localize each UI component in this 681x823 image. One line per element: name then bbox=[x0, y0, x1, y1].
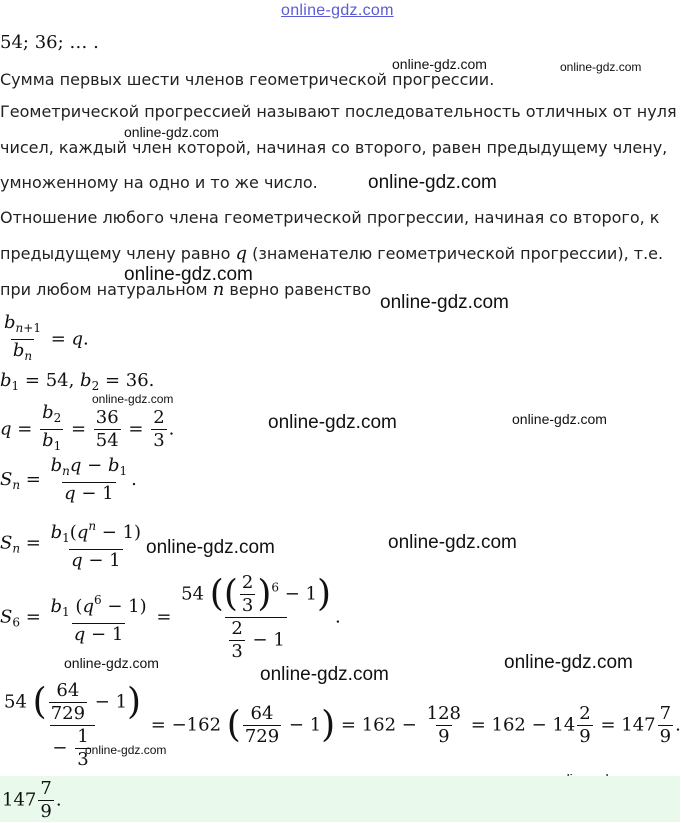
watermark: online-gdz.com bbox=[368, 172, 497, 193]
ratio-formula: $\frac{b_{n+1}}{b_n}$ = q. bbox=[0, 312, 89, 367]
definition-line: чисел, каждый член которой, начиная со второго, равен предыдущему члену, bbox=[0, 138, 668, 157]
watermark: online-gdz.com bbox=[380, 292, 509, 313]
definition-line bbox=[0, 280, 371, 300]
watermark: online-gdz.com bbox=[124, 124, 219, 140]
watermark: online-gdz.com bbox=[64, 655, 159, 671]
definition-line bbox=[0, 244, 663, 264]
answer-panel bbox=[0, 776, 680, 822]
watermark: online-gdz.com bbox=[392, 56, 487, 72]
watermark: online-gdz.com bbox=[260, 664, 389, 685]
watermark: online-gdz.com bbox=[268, 412, 397, 433]
answer: 147 $\frac{7}{9}$ . bbox=[2, 778, 62, 822]
n-symbol: n bbox=[212, 279, 225, 300]
definition-text: предыдущему члену равно bbox=[0, 244, 231, 263]
terms-formula: $b_1 = 54$, $b_2 = 36$. bbox=[0, 370, 155, 393]
sum-formula: $S_n$ = $\frac{b_1(q^n - 1)}{q - 1}$ bbox=[0, 519, 142, 571]
watermark: online-gdz.com bbox=[504, 652, 633, 673]
sequence-header: 54; 36; … . bbox=[0, 32, 99, 53]
q-formula: q = $\frac{b_2}{b_1}$ = $\frac{36}{54}$ = $\frac{2}{3}$ . bbox=[0, 402, 174, 457]
q-symbol: q bbox=[235, 243, 248, 264]
watermark-top[interactable]: online-gdz.com bbox=[281, 2, 394, 19]
definition-text: верно равенство bbox=[229, 280, 372, 299]
definition-text: при любом натуральном bbox=[0, 280, 208, 299]
watermark: online-gdz.com bbox=[92, 392, 174, 406]
watermark: online-gdz.com bbox=[560, 60, 642, 74]
watermark: online-gdz.com bbox=[146, 537, 275, 558]
definition-line: Отношение любого члена геометрической прогрессии, начиная со второго, к bbox=[0, 208, 660, 227]
task-statement: Сумма первых шести членов геометрической прогрессии. bbox=[0, 70, 495, 89]
computation: 54 ( $\frac{64}{729}$ − 1) − $\frac{1}{3}$ = −162 ( $\frac{64}{729}$ − 1) = 162 − $\frac{128}{9}$ = 162 − 14 $\frac{2}{9}$ = 147 $\frac{7}{9}$ . bbox=[4, 680, 681, 770]
definition-line: Геометрической прогрессией называют последовательность отличных от нуля bbox=[0, 102, 677, 121]
watermark: online-gdz.com bbox=[388, 532, 517, 553]
watermark: online-gdz.com bbox=[85, 743, 167, 757]
watermark: online-gdz.com bbox=[512, 411, 607, 427]
sum-formula: $S_n$ = $\frac{b_nq - b_1}{q - 1}$ . bbox=[0, 455, 137, 504]
watermark: online-gdz.com bbox=[124, 264, 253, 285]
definition-line: умноженному на одно и то же число. bbox=[0, 173, 318, 192]
s6-formula: $S_6$ = $\frac{b_1 (q^6 - 1)}{q - 1}$ = 54 (( $\frac{2}{3}$ )$^6$ − 1) $\frac{2}{3}$ − 1 . bbox=[0, 572, 341, 662]
definition-text: (знаменателю геометрической прогрессии), т.е. bbox=[252, 244, 664, 263]
